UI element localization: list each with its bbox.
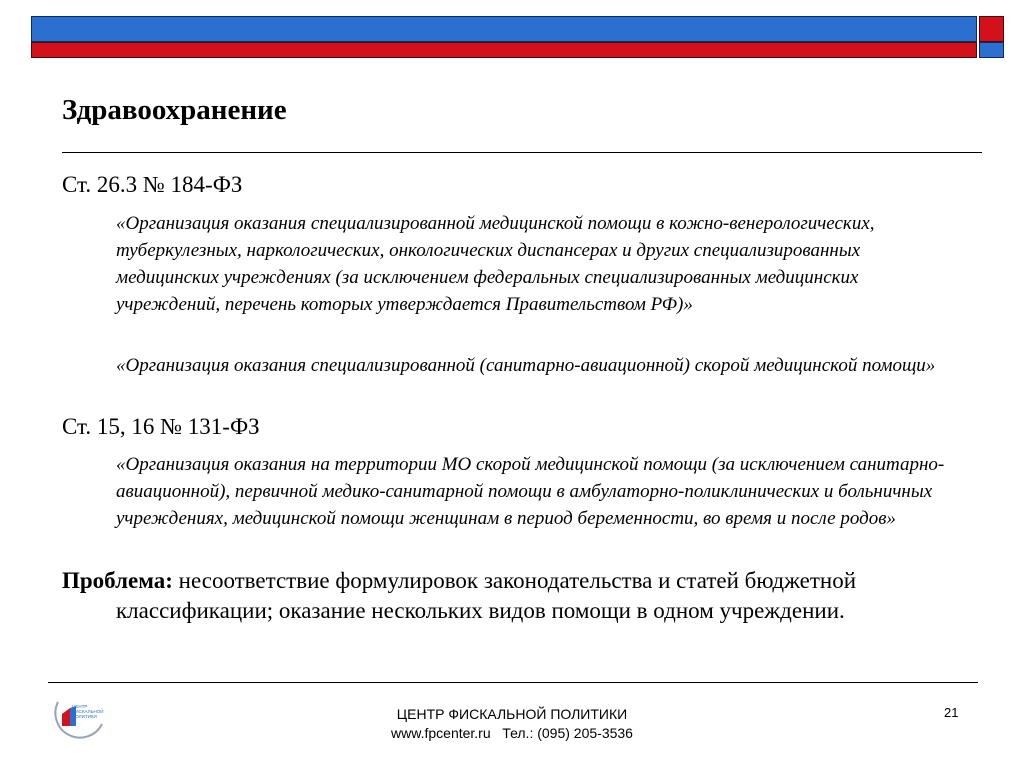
problem-statement — [62, 566, 962, 626]
quote-184fz-2: «Организация оказания специализированной (санитарно-авиационной) скорой медицинской помощи» — [116, 355, 936, 376]
page-number: 21 — [944, 705, 959, 720]
slide-title: Здравоохранение — [62, 94, 287, 126]
footer-info — [300, 705, 724, 743]
footer-org-name: ЦЕНТР ФИСКАЛЬНОЙ ПОЛИТИКИ — [396, 706, 628, 722]
header-square-red — [979, 16, 1004, 42]
header-bar-red — [31, 42, 977, 58]
fiscal-center-logo — [48, 694, 110, 744]
footer-divider — [48, 682, 978, 683]
logo-text-3: ПОЛИТИКИ — [72, 714, 97, 719]
quote-184fz-1: «Организация оказания специализированной медицинской помощи в кожно-венерологических, туберкулезных, наркологических, онкологических диспансерах и других специализированных медицинских учреждениях (за исключением федеральных специализированных медицинских учреждений, перечень которых утверждается Правительством РФ)» — [116, 213, 875, 315]
section-heading-131fz: Ст. 15, 16 № 131-ФЗ — [62, 414, 260, 439]
section-heading-184fz: Ст. 26.3 № 184-ФЗ — [62, 172, 243, 197]
problem-text-line1: несоответствие формулировок законодательства и статей бюджетной — [172, 568, 857, 593]
logo-text-1: ЦЕНТР — [72, 704, 88, 709]
title-divider — [62, 152, 982, 153]
quote-131fz-1: «Организация оказания на территории МО скорой медицинской помощи (за исключением санитарно-авиационной), первичной медико-санитарной помощи в амбулаторно-поликлинических и больничных учреждениях, медицинской помощи женщинам в период беременности, во время и после родов» — [116, 454, 945, 529]
header-bar-blue — [31, 16, 977, 42]
header-square-blue — [979, 42, 1004, 58]
logo-text-2: ФИСКАЛЬНОЙ — [72, 709, 104, 714]
footer-contact: www.fpcenter.ru Тел.: (095) 205-3536 — [391, 725, 633, 741]
problem-text-line2: классификации; оказание нескольких видов помощи в одном учреждении. — [116, 598, 845, 623]
problem-label: Проблема: — [62, 568, 173, 593]
